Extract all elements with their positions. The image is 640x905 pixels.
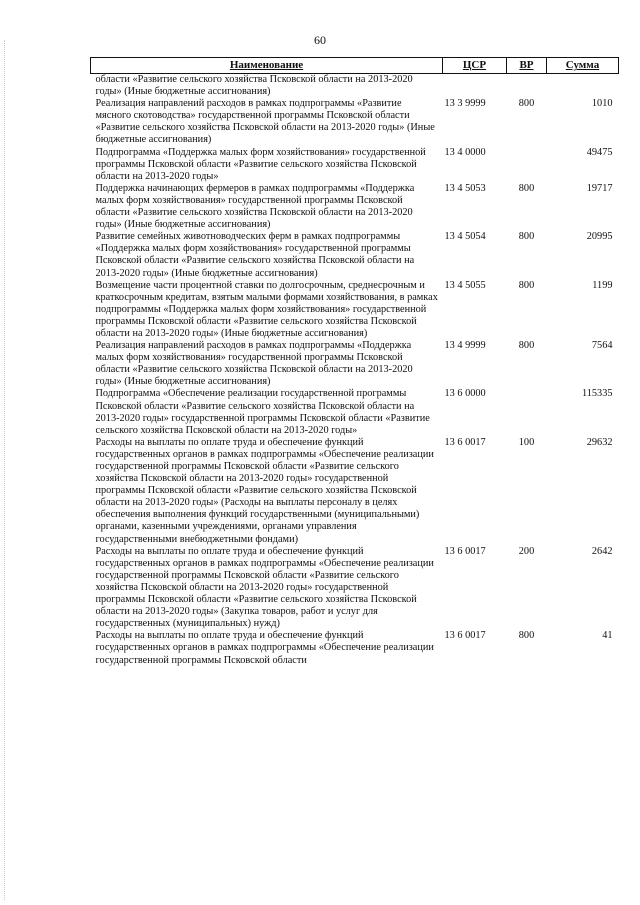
row-vr-cell	[507, 74, 547, 99]
header-name: Наименование	[91, 58, 443, 74]
table-row	[91, 437, 619, 546]
table-row	[91, 98, 619, 146]
row-csr-cell: 13 6 0017	[444, 545, 486, 557]
scan-edge-line	[4, 40, 5, 900]
row-sum-cell	[547, 74, 619, 99]
row-csr-cell: 13 4 9999	[444, 340, 486, 352]
row-sum-cell: 49475	[586, 146, 613, 158]
table-row	[91, 340, 619, 388]
row-vr-cell: 800	[518, 279, 535, 291]
row-sum-cell: 20995	[586, 231, 613, 243]
table-row	[91, 388, 619, 436]
table-row	[91, 280, 619, 340]
table-header-row	[91, 58, 619, 74]
header-sum: Сумма	[547, 58, 619, 74]
table-body	[91, 74, 619, 667]
row-name-cell: Реализация направлений расходов в рамках подпрограммы «Поддержка малых форм хозяйствования» государственной программы Псковской области «Развитие сельского хозяйства Псковской области на 2013-2020 годы» (Иные бюджетные ассигнования)	[95, 340, 413, 388]
row-name-cell: Реализация направлений расходов в рамках подпрограммы «Развитие мясного скотоводства» государственной программы Псковской области «Развитие сельского хозяйства Псковской области на 2013-2020 годы» (Иные бюджетные ассигнования)	[95, 98, 435, 146]
row-csr-cell	[443, 74, 507, 99]
row-vr-cell: 100	[518, 436, 535, 448]
row-vr-cell: 200	[518, 545, 535, 557]
row-name-cell: Возмещение части процентной ставки по долгосрочным, среднесрочным и краткосрочным кредитам, взятым малыми формами хозяйствования, в рамках подпрограммы «Поддержка малых форм хозяйствования» государственной программы Псковской области «Развитие сельского хозяйства Псковской области на 2013-2020 годы» (Иные бюджетные ассигнования)	[95, 279, 438, 339]
table-row	[91, 231, 619, 279]
row-csr-cell: 13 4 5054	[444, 231, 486, 243]
row-csr-cell: 13 3 9999	[444, 98, 486, 110]
row-vr-cell: 800	[518, 231, 535, 243]
row-vr-cell: 800	[518, 182, 535, 194]
table-row	[91, 183, 619, 231]
page-number: 60	[314, 33, 326, 47]
budget-table	[90, 57, 619, 667]
table-row	[91, 147, 619, 183]
row-name-cell: Расходы на выплаты по оплате труда и обеспечение функций государственных органов в рамках подпрограммы «Обеспечение реализации государственной программы Псковской области «Развитие сельского хозяйства Псковской области на 2013-2020 годы» государственной программы Псковской области «Развитие сельского хозяйства Псковской области на 2013-2020 годы» (Закупка товаров, работ и услуг для государственных (муниципальных) нужд)	[95, 545, 434, 630]
row-vr-cell	[507, 147, 547, 183]
row-csr-cell: 13 4 5053	[444, 182, 486, 194]
row-csr-cell: 13 4 0000	[444, 146, 486, 158]
row-name-cell: области «Развитие сельского хозяйства Псковской области на 2013-2020 годы» (Иные бюджетные ассигнования)	[95, 74, 413, 98]
row-csr-cell: 13 6 0017	[444, 630, 486, 642]
row-sum-cell: 115335	[581, 388, 613, 400]
table-row	[91, 74, 619, 99]
row-sum-cell: 1199	[592, 279, 613, 291]
row-sum-cell: 41	[602, 630, 613, 642]
row-vr-cell: 800	[518, 98, 535, 110]
row-sum-cell: 1010	[591, 98, 613, 110]
row-sum-cell: 2642	[591, 545, 613, 557]
row-name-cell: Поддержка начинающих фермеров в рамках подпрограммы «Поддержка малых форм хозяйствования» государственной программы Псковской области «Развитие сельского хозяйства Псковской области на 2013-2020 годы» (Иные бюджетные ассигнования)	[95, 182, 415, 231]
row-vr-cell: 800	[518, 340, 535, 352]
row-name-cell: Расходы на выплаты по оплате труда и обеспечение функций государственных органов в рамках подпрограммы «Обеспечение реализации государственной программы Псковской области «Развитие сельского хозяйства Псковской области на 2013-2020 годы» государственной программы Псковской области «Развитие сельского хозяйства Псковской области на 2013-2020 годы» (Расходы на выплаты персоналу в целях обеспечения выполнения функций государственными (муниципальными) органами, казенными учреждениями, органами управления государственными внебюджетными фондами)	[95, 436, 434, 545]
header-vr: ВР	[507, 58, 547, 74]
row-sum-cell: 7564	[591, 340, 613, 352]
table-row	[91, 546, 619, 631]
row-vr-cell	[507, 388, 547, 436]
row-sum-cell: 29632	[586, 436, 613, 448]
row-sum-cell: 19717	[586, 182, 613, 194]
header-csr: ЦСР	[443, 58, 507, 74]
row-name-cell: Расходы на выплаты по оплате труда и обеспечение функций государственных органов в рамках подпрограммы «Обеспечение реализации государственной программы Псковской области	[95, 630, 434, 666]
row-name-cell: Подпрограмма «Поддержка малых форм хозяйствования» государственной программы Псковской области «Развитие сельского хозяйства Псковской области на 2013-2020 годы»	[95, 146, 426, 182]
row-csr-cell: 13 6 0000	[444, 388, 486, 400]
row-name-cell: Развитие семейных животноводческих ферм в рамках подпрограммы «Поддержка малых форм хозяйствования» государственной программы Псковской области «Развитие сельского хозяйства Псковской области на 2013-2020 годы» (Иные бюджетные ассигнования)	[95, 231, 415, 279]
row-csr-cell: 13 6 0017	[444, 436, 486, 448]
row-csr-cell: 13 4 5055	[444, 279, 486, 291]
table-row	[91, 630, 619, 666]
row-name-cell: Подпрограмма «Обеспечение реализации государственной программы Псковской области «Развитие сельского хозяйства Псковской области на 2013-2020 годы» государственной программы Псковской области «Развитие сельского хозяйства Псковской области на 2013-2020 годы»	[95, 388, 430, 436]
row-vr-cell: 800	[518, 630, 535, 642]
